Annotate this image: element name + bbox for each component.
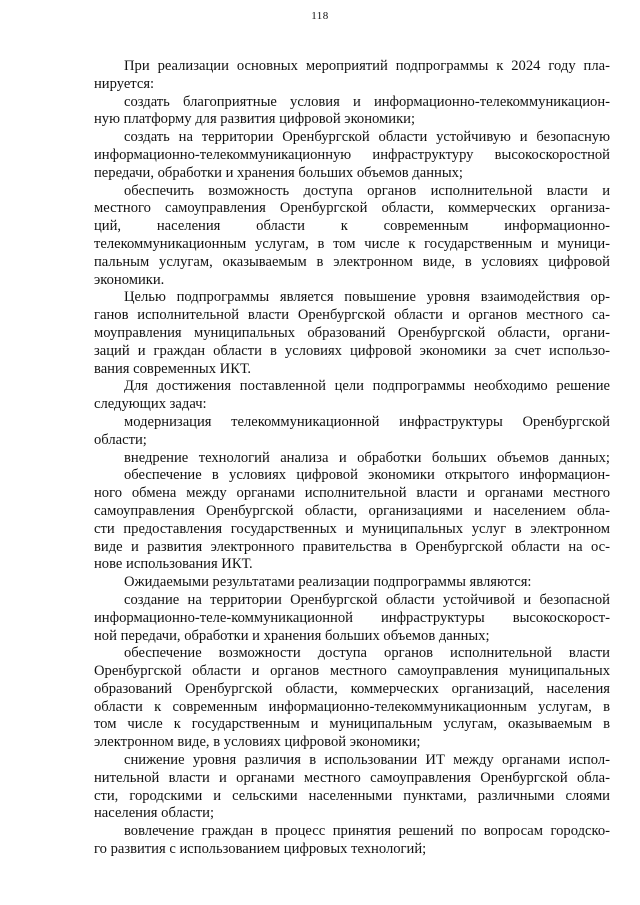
text-line: вовлечение граждан в процесс принятия решений по вопросам городско-	[124, 823, 610, 840]
text-line: области;	[94, 431, 147, 448]
text-line: обеспечение в условиях цифровой экономики открытого информацион-	[124, 467, 610, 484]
text-line: самоуправления Оренбургской области, организациями и населением обла-	[94, 502, 610, 519]
text-line: нительной власти и органами местного самоуправления Оренбургской обла-	[94, 769, 610, 786]
text-line: создать на территории Оренбургской области устойчивую и безопасную	[124, 129, 610, 146]
text-line: снижение уровня различия в использовании ИТ между органами испол-	[124, 752, 610, 769]
text-line: внедрение технологий анализа и обработки больших объемов данных;	[124, 449, 610, 466]
text-line: заций и граждан области в условиях цифровой экономики за счет использо-	[94, 342, 610, 359]
text-line: ного обмена между органами исполнительной власти и органами местного	[94, 485, 610, 502]
text-line: Целью подпрограммы является повышение уровня взаимодействия ор-	[124, 289, 610, 306]
text-line: населения области;	[94, 805, 214, 822]
text-line: При реализации основных мероприятий подпрограммы к 2024 году пла-	[124, 58, 610, 74]
text-line: том числе к государственным и муниципальным услугам, оказываемым в	[94, 716, 610, 733]
text-line: ций, населения области к современным информационно-	[94, 218, 610, 235]
text-line: виде и развития электронного правительства в Оренбургской области на ос-	[94, 538, 610, 555]
text-line: нове использования ИКТ.	[94, 556, 253, 573]
document-body	[94, 58, 610, 859]
text-line: нируется:	[94, 75, 155, 92]
text-line: создать благоприятные условия и информационно-телекоммуникацион-	[124, 93, 610, 110]
text-line: Оренбургской области и органов местного самоуправления муниципальных	[94, 663, 610, 680]
text-line: пальным услугам, оказываемым в электронном виде, в условиях цифровой	[94, 253, 610, 270]
text-line: моуправления муниципальных образований Оренбургской области, органи-	[94, 324, 610, 341]
text-line: Ожидаемыми результатами реализации подпрограммы являются:	[124, 574, 532, 591]
text-line: образований Оренбургской области, коммерческих организаций, населения	[94, 680, 610, 697]
text-line: области к современным информационно-телекоммуникационным услугам, в	[94, 698, 610, 715]
text-line: экономики.	[94, 271, 165, 288]
text-line: обеспечение возможности доступа органов исполнительной власти	[124, 645, 610, 662]
text-line: ганов исполнительной власти Оренбургской области и органов местного са-	[94, 307, 610, 324]
text-line: следующих задач:	[94, 396, 207, 413]
text-line: модернизация телекоммуникационной инфраструктуры Оренбургской	[124, 413, 610, 430]
text-line: Для достижения поставленной цели подпрограммы необходимо решение	[124, 378, 610, 395]
text-line: информационно-телекоммуникационную инфраструктуру высокоскоростной	[94, 146, 610, 163]
text-line: сти предоставления государственных и муниципальных услуг в электронном	[94, 520, 610, 537]
text-line: ную платформу для развития цифровой экономики;	[94, 111, 416, 128]
text-line: сти, городскими и сельскими населенными пунктами, различными слоями	[94, 787, 610, 804]
page-number: 118	[311, 10, 329, 22]
text-line: информационно-теле-коммуникационной инфраструктуры высокоскорост-	[94, 609, 610, 626]
text-line: местного самоуправления Оренбургской области, коммерческих организа-	[94, 200, 610, 217]
text-line: создание на территории Оренбургской области устойчивой и безопасной	[124, 591, 610, 608]
text-line: го развития с использованием цифровых технологий;	[94, 841, 427, 858]
text-line: передачи, обработки и хранения больших объемов данных;	[94, 164, 463, 181]
text-line: вания современных ИКТ.	[94, 360, 252, 377]
text-line: телекоммуникационным услугам, в том числе к государственным и муници-	[94, 235, 610, 252]
text-line: ной передачи, обработки и хранения больших объемов данных;	[94, 627, 490, 644]
text-line: обеспечить возможность доступа органов исполнительной власти и	[124, 182, 610, 199]
text-line: электронном виде, в условиях цифровой экономики;	[94, 734, 421, 751]
